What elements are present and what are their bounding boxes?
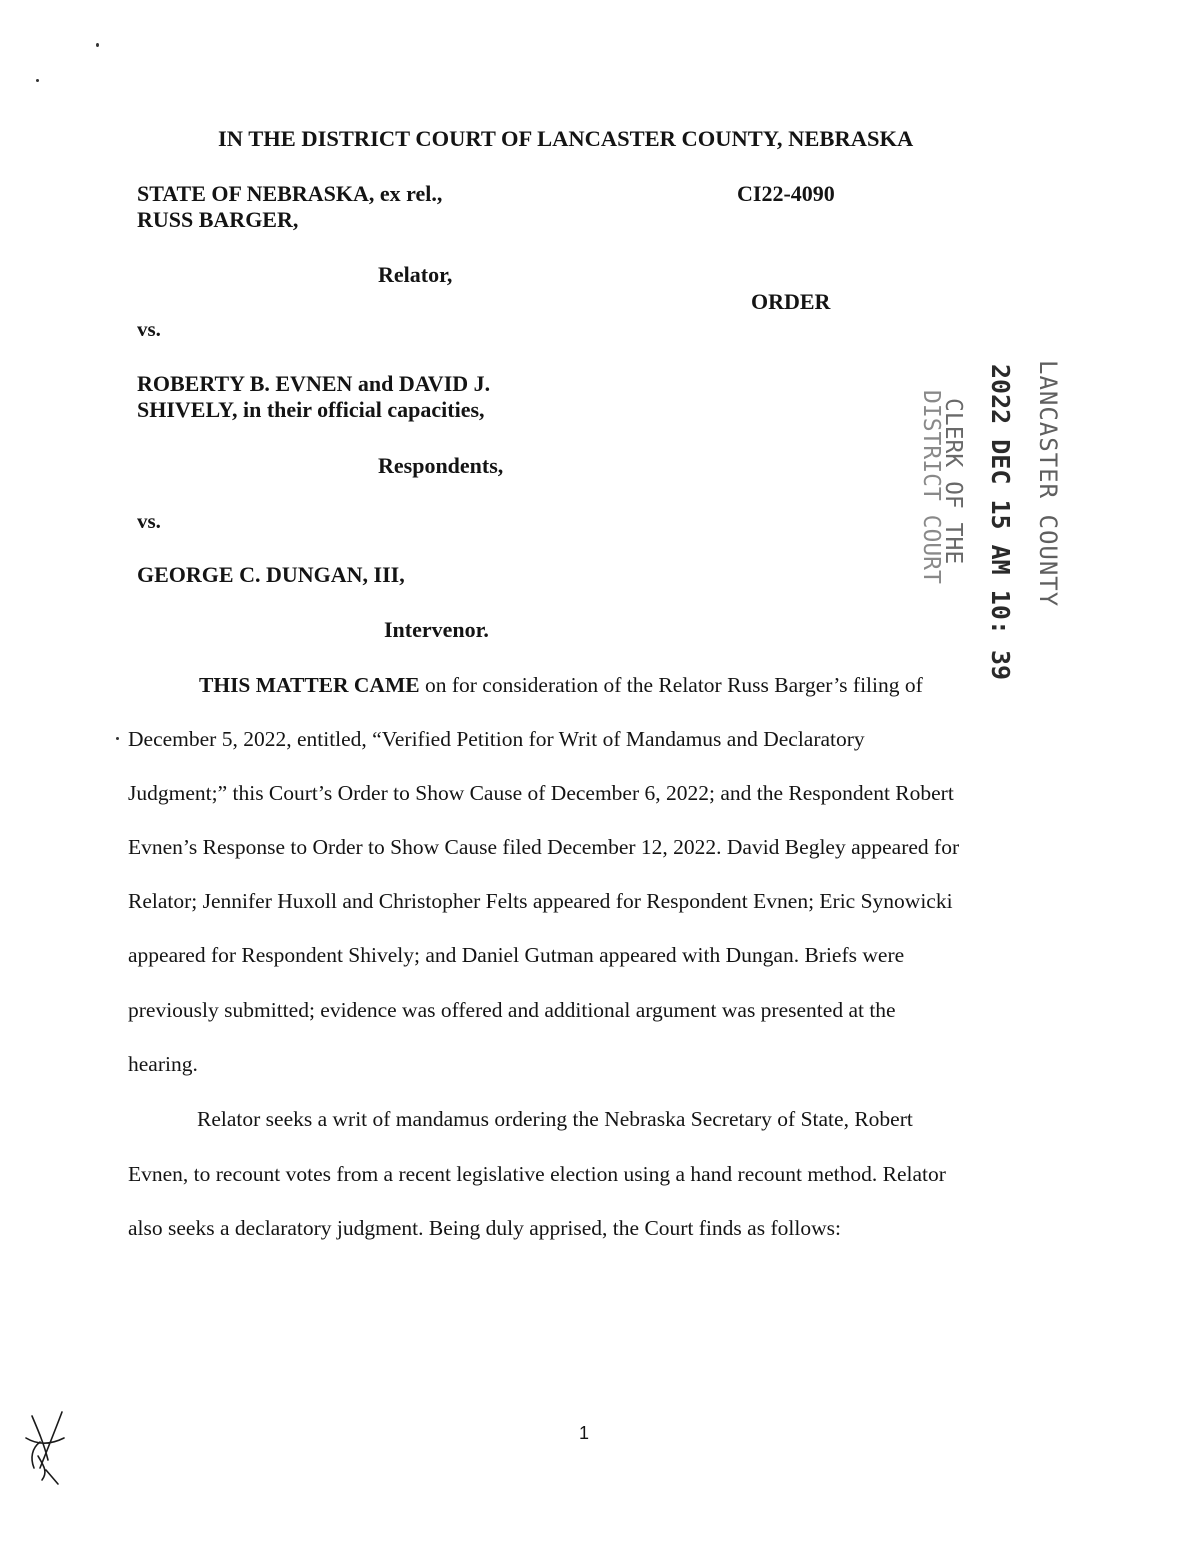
paragraph-1-line-7: previously submitted; evidence was offered and additional argument was presented at the bbox=[128, 998, 896, 1022]
scan-speck bbox=[36, 79, 39, 82]
filing-stamp bbox=[918, 360, 1078, 681]
document-type: ORDER bbox=[751, 289, 831, 314]
versus-1: vs. bbox=[137, 317, 161, 341]
paragraph-2-line-2: Evnen, to recount votes from a recent legislative election using a hand recount method. Relator bbox=[128, 1162, 946, 1186]
paragraph-2-line-3: also seeks a declaratory judgment. Being duly apprised, the Court finds as follows: bbox=[128, 1216, 841, 1240]
paragraph-1-line-4: Evnen’s Response to Order to Show Cause filed December 12, 2022. David Begley appeared for bbox=[128, 835, 960, 859]
page-number: 1 bbox=[579, 1423, 590, 1443]
paragraph-1-line-2: December 5, 2022, entitled, “Verified Petition for Writ of Mandamus and Declaratory bbox=[128, 727, 865, 751]
initials-signature bbox=[18, 1408, 78, 1488]
scan-speck bbox=[96, 43, 99, 47]
stamp-clerk: CLERK OF THE bbox=[940, 398, 966, 565]
relator-role: Relator, bbox=[378, 262, 453, 287]
paragraph-1-line-8: hearing. bbox=[128, 1052, 198, 1076]
versus-2: vs. bbox=[137, 509, 161, 533]
plaintiff-line-2: RUSS BARGER, bbox=[137, 207, 299, 232]
intervenor-name: GEORGE C. DUNGAN, III, bbox=[137, 562, 405, 587]
paragraph-1-line-6: appeared for Respondent Shively; and Daniel Gutman appeared with Dungan. Briefs were bbox=[128, 943, 905, 967]
plaintiff-line-1: STATE OF NEBRASKA, ex rel., bbox=[137, 181, 443, 206]
case-number: CI22-4090 bbox=[737, 181, 835, 206]
paragraph-1-line-5: Relator; Jennifer Huxoll and Christopher Felts appeared for Respondent Evnen; Eric Synowicki bbox=[128, 889, 953, 913]
paragraph-1-line-1 bbox=[199, 671, 923, 699]
paragraph-1-line-1-text: on for consideration of the Relator Russ Barger’s filing of bbox=[419, 673, 923, 697]
paragraph-1-lead: THIS MATTER CAME bbox=[199, 673, 420, 697]
court-title: IN THE DISTRICT COURT OF LANCASTER COUNTY, NEBRASKA bbox=[218, 126, 914, 151]
intervenor-role: Intervenor. bbox=[384, 617, 489, 642]
stamp-district-court: DISTRICT COURT bbox=[918, 390, 944, 584]
respondents-line-2: SHIVELY, in their official capacities, bbox=[137, 397, 485, 422]
stamp-county: LANCASTER COUNTY bbox=[1034, 360, 1062, 608]
paragraph-1-line-3: Judgment;” this Court’s Order to Show Cause of December 6, 2022; and the Respondent Robert bbox=[128, 781, 954, 805]
paragraph-2-line-1: Relator seeks a writ of mandamus ordering the Nebraska Secretary of State, Robert bbox=[197, 1107, 913, 1131]
respondents-role: Respondents, bbox=[378, 453, 504, 478]
scan-speck bbox=[116, 737, 119, 740]
respondents-line-1: ROBERTY B. EVNEN and DAVID J. bbox=[137, 371, 491, 396]
stamp-date: 2022 DEC 15 AM 10: 39 bbox=[986, 364, 1015, 681]
